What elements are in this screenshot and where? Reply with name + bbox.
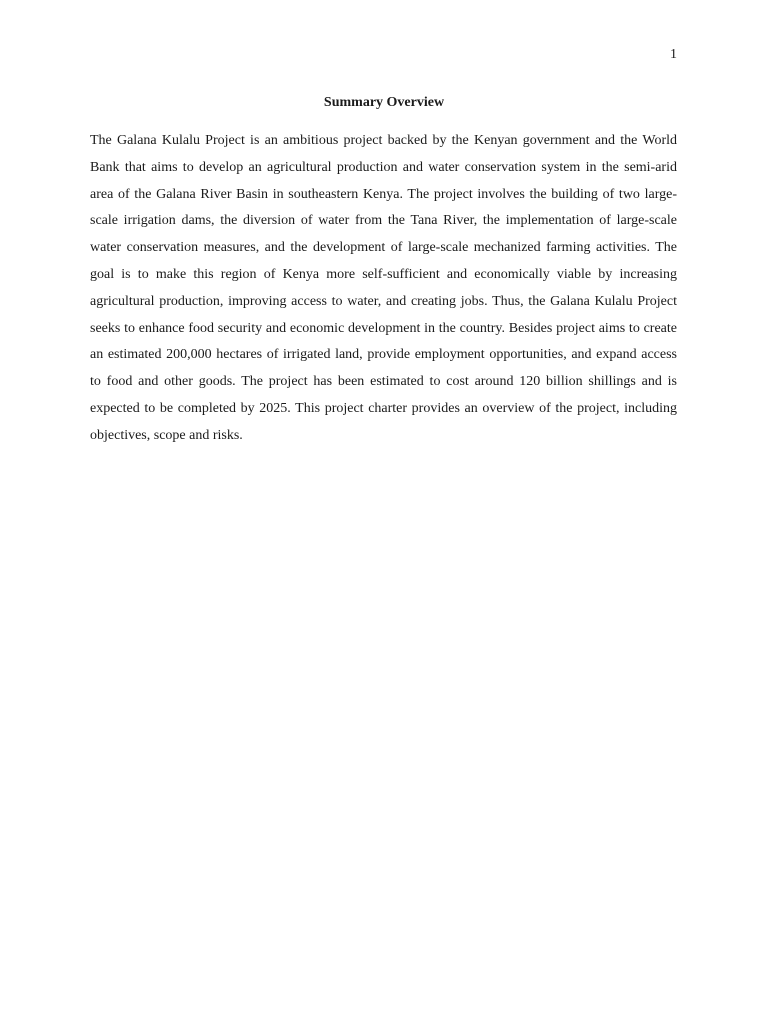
- section-heading: Summary Overview: [323, 95, 445, 110]
- body-paragraph: The Galana Kulalu Project is an ambitious project backed by the Kenyan government and the World Bank that aims to develop an agricultural production and water conservation system in the semi-arid area of the Galana River Basin in southeastern Kenya. The project involves the building of two large-scale irrigation dams, the diversion of water from the Tana River, the implementation of large-scale water conservation measures, and the development of large-scale mechanized farming activities. The goal is to make this region of Kenya more self-sufficient and economically viable by increasing agricultural production, improving access to water, and creating jobs. Thus, the Galana Kulalu Project seeks to enhance food security and economic development in the country. Besides project aims to create an estimated 200,000 hectares of irrigated land, provide employment opportunities, and expand access to food and other goods. The project has been estimated to cost around 120 billion shillings and is expected to be completed by 2025. This project charter provides an overview of the project, including objectives, scope and risks.: [90, 133, 677, 443]
- page-number: 1: [670, 47, 677, 62]
